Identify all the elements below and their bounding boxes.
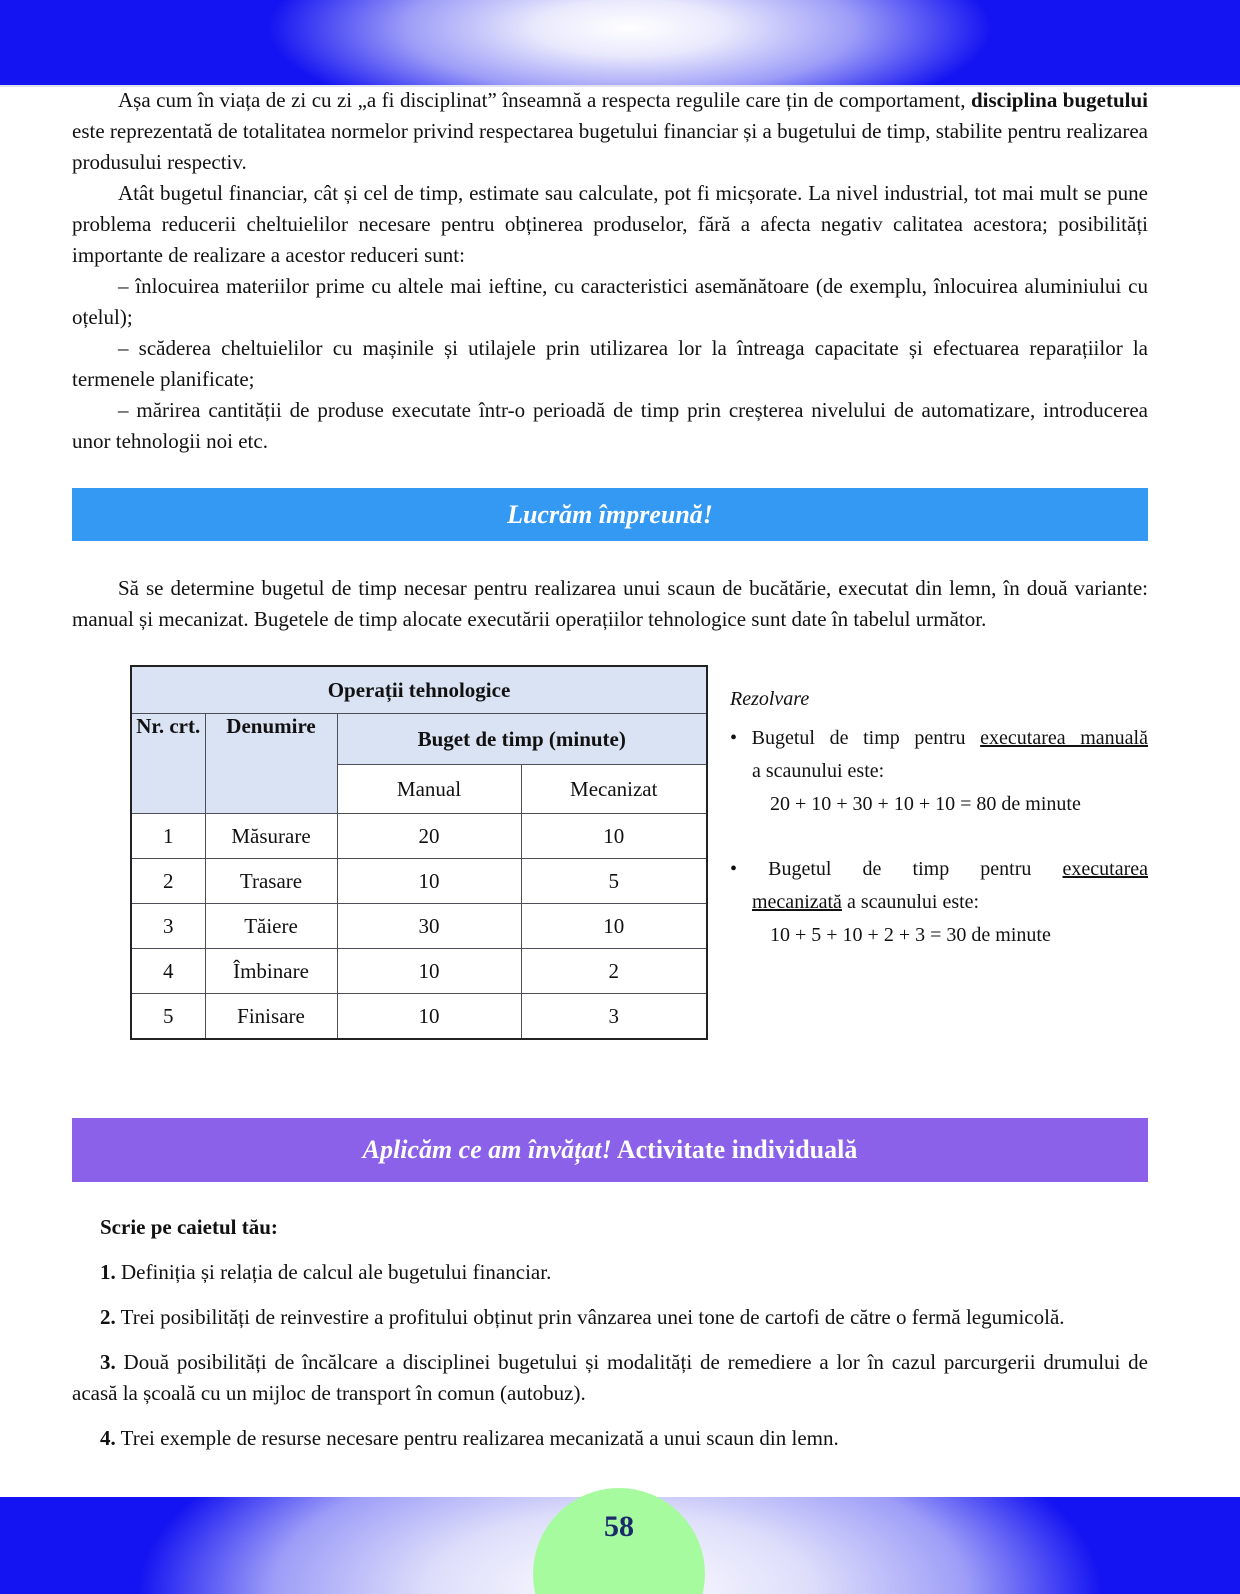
cell-manual: 30 bbox=[337, 904, 521, 949]
solution-underlined-text: executarea manuală bbox=[980, 727, 1148, 749]
table-row bbox=[131, 904, 707, 949]
solution-text: • Bugetul de timp pentru bbox=[730, 727, 981, 749]
solution-title: Rezolvare bbox=[730, 688, 810, 710]
cell-mecanizat: 3 bbox=[521, 994, 707, 1040]
page-number: 58 bbox=[604, 1510, 634, 1543]
solution-underlined-text: mecanizată bbox=[752, 891, 842, 913]
cell-nr: 1 bbox=[131, 814, 205, 859]
table-title-row bbox=[131, 666, 707, 714]
table-row bbox=[131, 859, 707, 904]
table-row bbox=[131, 949, 707, 994]
cell-mecanizat: 10 bbox=[521, 904, 707, 949]
term-disciplina-bugetului: disciplina bugetului bbox=[970, 88, 1148, 112]
col-header-nr-crt: Nr. crt. bbox=[131, 714, 205, 814]
task-number: 4. bbox=[100, 1426, 116, 1450]
cell-nr: 3 bbox=[131, 904, 205, 949]
banner-lucram-impreuna bbox=[72, 488, 1148, 541]
operations-table bbox=[130, 665, 708, 1040]
solution-panel bbox=[730, 665, 1148, 1040]
solution-text: • Bugetul de timp pentru bbox=[730, 858, 1063, 880]
task-item-1 bbox=[72, 1257, 1148, 1288]
paragraph-discipline-pre: Așa cum în viața de zi cu zi „a fi disciplinat” înseamnă a respecta regulile care țin de comportament, bbox=[118, 88, 971, 112]
list-item-materials: – înlocuirea materiilor prime cu altele mai ieftine, cu caracteristici asemănătoare (de exemplu, înlocuirea aluminiului cu oțelul); bbox=[72, 274, 1148, 329]
col-header-mecanizat: Mecanizat bbox=[521, 765, 707, 814]
cell-nr: 4 bbox=[131, 949, 205, 994]
top-decorative-band bbox=[0, 0, 1240, 87]
tasks-heading: Scrie pe caietul tău: bbox=[100, 1215, 278, 1239]
banner-aplicam-regular-label: Activitate individuală bbox=[611, 1135, 858, 1164]
task-item-4 bbox=[72, 1423, 1148, 1454]
cell-manual: 20 bbox=[337, 814, 521, 859]
table-header-row bbox=[131, 714, 707, 765]
cell-mecanizat: 5 bbox=[521, 859, 707, 904]
solution-bullet1-line1 bbox=[730, 722, 1148, 755]
cell-denumire: Trasare bbox=[205, 859, 337, 904]
cell-denumire: Finisare bbox=[205, 994, 337, 1040]
cell-mecanizat: 10 bbox=[521, 814, 707, 859]
task-number: 2. bbox=[100, 1305, 116, 1329]
page-content bbox=[72, 85, 1148, 1454]
cell-manual: 10 bbox=[337, 859, 521, 904]
exercise-intro: Să se determine bugetul de timp necesar pentru realizarea unui scaun de bucătărie, executat din lemn, în două variante: manual și mecanizat. Bugetele de timp alocate executării operațiilor tehnologice sunt date în tabelul următor. bbox=[72, 576, 1148, 631]
cell-manual: 10 bbox=[337, 994, 521, 1040]
list-item-machines: – scăderea cheltuielilor cu mașinile și utilajele prin utilizarea lor la întreaga capacitate și efectuarea reparațiilor la termenele planificate; bbox=[72, 336, 1148, 391]
task-text: Două posibilități de încălcare a disciplinei bugetului și modalități de remediere a lor în cazul parcurgerii drumului de acasă la școală cu un mijloc de transport în comun (autobuz). bbox=[72, 1350, 1148, 1405]
list-item-automation: – mărirea cantității de produse executate într-o perioadă de timp prin creșterea nivelului de automatizare, introducerea unor tehnologii noi etc. bbox=[72, 398, 1148, 453]
cell-denumire: Îmbinare bbox=[205, 949, 337, 994]
solution-underlined-text: executarea bbox=[1062, 858, 1148, 880]
paragraph-reduction: Atât bugetul financiar, cât și cel de timp, estimate sau calculate, pot fi micșorate. La nivel industrial, tot mai mult se pune problema reducerii cheltuielilor necesare pentru obținerea produselor, fără a afecta negativ calitatea acestora; posibilități importante de realizare a acestor reduceri sunt: bbox=[72, 181, 1148, 267]
table-and-solution bbox=[72, 665, 1148, 1040]
cell-manual: 10 bbox=[337, 949, 521, 994]
cell-denumire: Măsurare bbox=[205, 814, 337, 859]
table-title: Operații tehnologice bbox=[131, 666, 707, 714]
solution-bullet2-line2 bbox=[730, 886, 1148, 919]
cell-nr: 2 bbox=[131, 859, 205, 904]
solution-bullet2-line1 bbox=[730, 853, 1148, 886]
task-text: Definiția și relația de calcul ale bugetului financiar. bbox=[115, 1260, 552, 1284]
paragraph-discipline-post: este reprezentată de totalitatea normelor privind respectarea bugetului financiar și a bugetului de timp, stabilite pentru realizarea produsului respectiv. bbox=[72, 119, 1148, 174]
cell-denumire: Tăiere bbox=[205, 904, 337, 949]
banner-aplicam bbox=[72, 1118, 1148, 1182]
table-row bbox=[131, 814, 707, 859]
solution-bullet2-equation: 10 + 5 + 10 + 2 + 3 = 30 de minute bbox=[770, 924, 1051, 946]
cell-mecanizat: 2 bbox=[521, 949, 707, 994]
banner-lucram-impreuna-label: Lucrăm împreună! bbox=[507, 499, 713, 529]
col-header-manual: Manual bbox=[337, 765, 521, 814]
task-item-3 bbox=[72, 1347, 1148, 1409]
task-number: 1. bbox=[100, 1260, 116, 1284]
solution-bullet1-equation: 20 + 10 + 30 + 10 + 10 = 80 de minute bbox=[770, 793, 1081, 815]
paragraph-discipline bbox=[72, 85, 1148, 178]
task-text: Trei posibilități de reinvestire a profitului obținut prin vânzarea unei tone de cartofi de către o fermă legumicolă. bbox=[115, 1305, 1065, 1329]
col-header-buget: Buget de timp (minute) bbox=[337, 714, 707, 765]
table-row bbox=[131, 994, 707, 1040]
solution-bullet1-line2: a scaunului este: bbox=[752, 760, 885, 782]
banner-aplicam-italic-label: Aplicăm ce am învățat! bbox=[362, 1135, 612, 1164]
cell-nr: 5 bbox=[131, 994, 205, 1040]
task-text: Trei exemple de resurse necesare pentru realizarea mecanizată a unui scaun din lemn. bbox=[115, 1426, 839, 1450]
col-header-denumire: Denumire bbox=[205, 714, 337, 814]
task-number: 3. bbox=[100, 1350, 116, 1374]
solution-text: a scaunului este: bbox=[841, 891, 980, 913]
solution-spacer bbox=[730, 821, 1148, 853]
task-item-2 bbox=[72, 1302, 1148, 1333]
